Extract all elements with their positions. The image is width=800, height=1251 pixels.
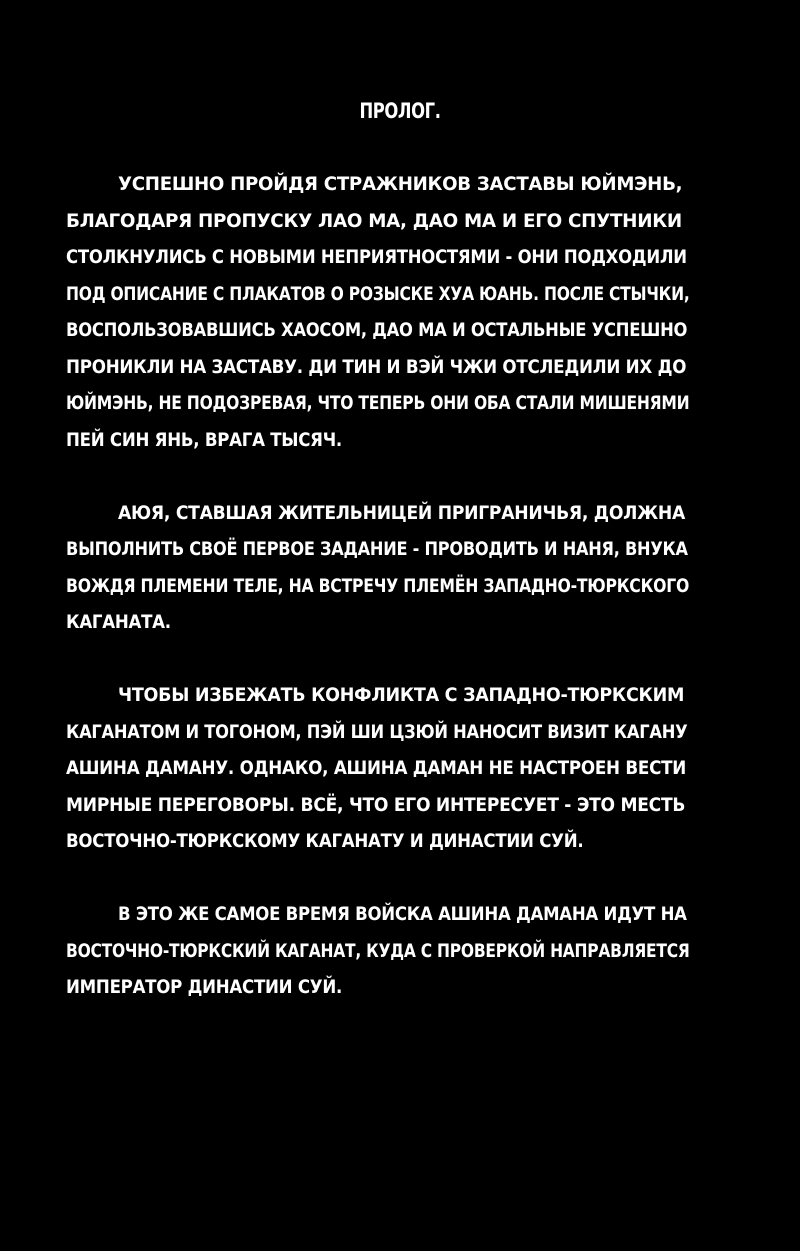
text-line: БЛАГОДАРЯ ПРОПУСКУ ЛАО МА, ДАО МА И ЕГО СПУТНИКИ xyxy=(66,209,682,232)
text-line: КАГАНАТА. xyxy=(66,611,171,633)
paragraph-4 xyxy=(66,896,732,1006)
text-line: АШИНА ДАМАНУ. ОДНАКО, АШИНА ДАМАН НЕ НАСТРОЕН ВЕСТИ xyxy=(66,757,687,779)
text-line: ВОСТОЧНО-ТЮРКСКИЙ КАГАНАТ, КУДА С ПРОВЕРКОЙ НАПРАВЛЯЕТСЯ xyxy=(66,939,690,962)
text-line: СТОЛКНУЛИСЬ С НОВЫМИ НЕПРИЯТНОСТЯМИ - ОНИ ПОДХОДИЛИ xyxy=(66,246,687,268)
text-line: ВОСПОЛЬЗОВАВШИСЬ ХАОСОМ, ДАО МА И ОСТАЛЬНЫЕ УСПЕШНО xyxy=(66,319,688,341)
text-line: ЧТОБЫ ИЗБЕЖАТЬ КОНФЛИКТА С ЗАПАДНО-ТЮРКСКИМ xyxy=(118,684,685,706)
text-line: ПОД ОПИСАНИЕ С ПЛАКАТОВ О РОЗЫСКЕ ХУА ЮАНЬ. ПОСЛЕ СТЫЧКИ, xyxy=(66,282,690,305)
text-line: ИМПЕРАТОР ДИНАСТИИ СУЙ. xyxy=(66,976,343,998)
text-line: ЮЙМЭНЬ, НЕ ПОДОЗРЕВАЯ, ЧТО ТЕПЕРЬ ОНИ ОБА СТАЛИ МИШЕНЯМИ xyxy=(66,392,690,414)
paragraph-2 xyxy=(66,495,732,641)
text-line: ВОЖДЯ ПЛЕМЕНИ ТЕЛЕ, НА ВСТРЕЧУ ПЛЕМЁН ЗАПАДНО-ТЮРКСКОГО xyxy=(66,574,690,597)
text-line: ПЕЙ СИН ЯНЬ, ВРАГА ТЫСЯЧ. xyxy=(66,428,342,451)
text-line: ПРОНИКЛИ НА ЗАСТАВУ. ДИ ТИН И ВЭЙ ЧЖИ ОТСЛЕДИЛИ ИХ ДО xyxy=(66,355,687,378)
text-line: ВЫПОЛНИТЬ СВОЁ ПЕРВОЕ ЗАДАНИЕ - ПРОВОДИТЬ И НАНЯ, ВНУКА xyxy=(66,538,688,560)
page-title: ПРОЛОГ. xyxy=(359,99,441,123)
text-line: В ЭТО ЖЕ САМОЕ ВРЕМЯ ВОЙСКА АШИНА ДАМАНА ИДУТ НА xyxy=(118,903,687,925)
paragraph-3 xyxy=(66,677,732,860)
paragraph-1 xyxy=(66,166,732,458)
text-line: УСПЕШНО ПРОЙДЯ СТРАЖНИКОВ ЗАСТАВЫ ЮЙМЭНЬ, xyxy=(118,173,683,195)
text-line: КАГАНАТОМ И ТОГОНОМ, ПЭЙ ШИ ЦЗЮЙ НАНОСИТ ВИЗИТ КАГАНУ xyxy=(66,720,688,743)
text-line: АЮЯ, СТАВШАЯ ЖИТЕЛЬНИЦЕЙ ПРИГРАНИЧЬЯ, ДОЛЖНА xyxy=(118,501,686,524)
text-line: МИРНЫЕ ПЕРЕГОВОРЫ. ВСЁ, ЧТО ЕГО ИНТЕРЕСУЕТ - ЭТО МЕСТЬ xyxy=(66,793,686,816)
text-line: ВОСТОЧНО-ТЮРКСКОМУ КАГАНАТУ И ДИНАСТИИ СУЙ. xyxy=(66,830,584,852)
prologue-text xyxy=(66,166,732,1042)
